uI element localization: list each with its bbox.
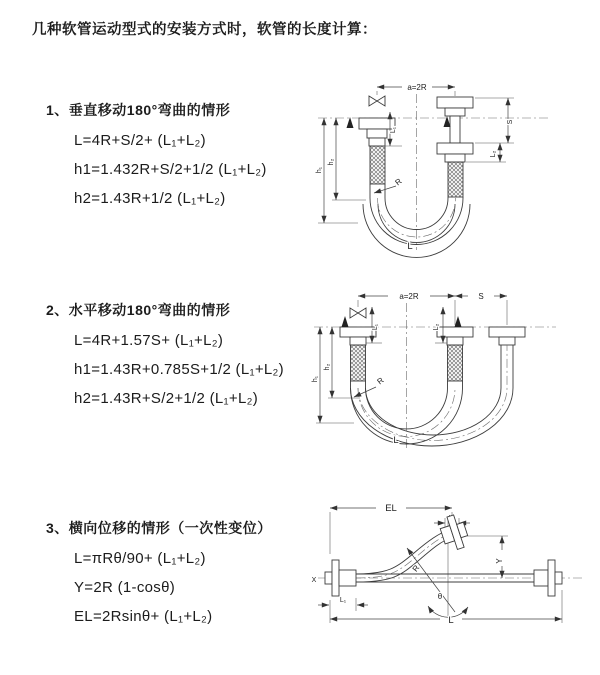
dimension-a2r	[377, 83, 455, 96]
dim-label-el: EL	[385, 503, 397, 514]
dim-label-s: S	[507, 119, 514, 125]
formula-l: L=4R+S/2+ (L₁+L₂)	[74, 132, 206, 149]
section-2-heading: 2、水平移动180°弯曲的情形	[46, 302, 231, 318]
dimension-s	[475, 98, 514, 143]
diagram-vertical-180	[310, 70, 565, 262]
section-3-heading: 3、横向位移的情形（一次性变位）	[46, 520, 272, 536]
section-lateral-displacement	[46, 518, 272, 631]
dimension-h1	[316, 118, 358, 223]
flange-right	[534, 560, 562, 596]
hose-u-bend	[351, 345, 514, 446]
dimension-l2	[433, 307, 447, 343]
flange-middle	[437, 327, 473, 381]
section-1-heading: 1、垂直移动180°弯曲的情形	[46, 102, 231, 118]
diagram-lateral-displacement	[300, 492, 592, 632]
dim-label-l: L	[448, 615, 454, 626]
dim-label-r: R	[393, 176, 404, 188]
dim-label-h1: h₁	[316, 166, 323, 174]
flange-tilted	[437, 513, 470, 553]
formula-l: L=πRθ/90+ (L₁+L₂)	[74, 550, 206, 567]
section-vertical-180	[46, 100, 267, 213]
dim-label-l1: L₁	[339, 597, 347, 604]
dim-label-r: R	[410, 563, 422, 574]
formula-h1: h1=1.43R+0.785S+1/2 (L₁+L₂)	[74, 361, 284, 378]
dim-label-l1: L₁	[372, 323, 379, 331]
dimension-h2	[328, 118, 366, 200]
dim-label-a2r: a=2R	[407, 83, 427, 92]
dimension-l	[330, 590, 562, 626]
valve-icon	[350, 308, 366, 318]
movement-arrow-up-icon	[444, 116, 451, 127]
dim-label-s: S	[478, 292, 484, 301]
dim-label-y: Y	[495, 558, 504, 564]
formula-el: EL=2Rsinθ+ (L₁+L₂)	[74, 608, 213, 625]
flange-right-moved	[489, 327, 525, 345]
dim-label-l2: L₂	[490, 150, 497, 158]
braided-hose-section	[370, 146, 385, 184]
movement-arrow-up-icon	[455, 316, 462, 327]
dim-label-l2: L₂	[433, 323, 440, 331]
formula-h1: h1=1.432R+S/2+1/2 (L₁+L₂)	[74, 161, 267, 178]
flange-right	[437, 97, 473, 197]
flange-left	[340, 327, 376, 381]
dim-label-r: R	[375, 375, 386, 387]
dim-label-h2: h₂	[324, 363, 331, 371]
formula-h2: h2=1.43R+1/2 (L₁+L₂)	[74, 190, 226, 207]
dimension-l1	[318, 597, 368, 611]
flange-left	[325, 560, 356, 596]
dim-label-l1: L₁	[390, 126, 397, 134]
braided-hose-section	[448, 162, 463, 197]
page-title: 几种软管运动型式的安装方式时，软管的长度计算：	[32, 22, 377, 38]
dim-label-h1: h₁	[312, 375, 319, 383]
movement-arrow-up-icon	[347, 117, 354, 128]
dim-label-l: L	[393, 435, 399, 446]
dim-label-a2r: a=2R	[399, 292, 419, 301]
section-horizontal-180	[46, 300, 284, 413]
dim-label-h2: h₂	[328, 158, 335, 166]
braided-hose-section	[448, 345, 463, 381]
dimension-s	[455, 292, 507, 301]
dimension-el	[330, 503, 452, 554]
diagram-horizontal-180	[308, 283, 568, 458]
formula-y: Y=2R (1-cosθ)	[74, 579, 176, 596]
dimension-y	[466, 536, 508, 578]
dim-label-l: L	[407, 241, 413, 252]
dim-label-x: X	[311, 577, 317, 584]
movement-arrow-up-icon	[342, 316, 349, 327]
dim-label-theta: θ	[437, 592, 443, 601]
dimension-h1	[312, 327, 354, 423]
braided-hose-section	[351, 345, 366, 381]
valve-icon	[369, 96, 385, 106]
formula-h2: h2=1.43R+S/2+1/2 (L₁+L₂)	[74, 390, 259, 407]
formula-l: L=4R+1.57S+ (L₁+L₂)	[74, 332, 224, 349]
dimension-l1	[366, 307, 382, 343]
dimension-a2r	[358, 292, 455, 301]
